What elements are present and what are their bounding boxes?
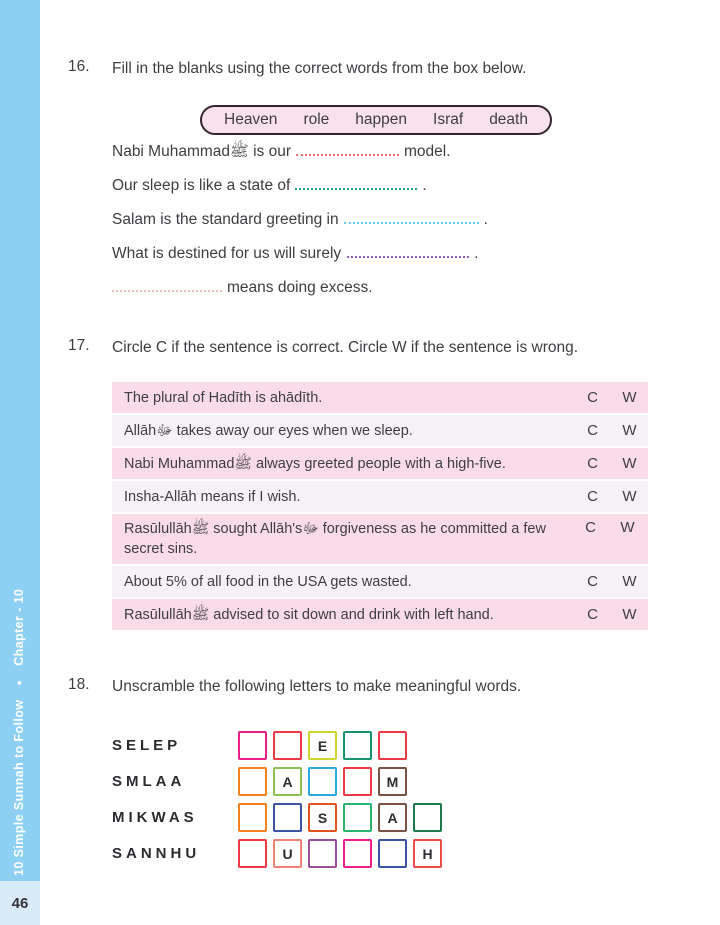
sidebar-chapter-label: Chapter - 10	[12, 588, 26, 666]
correct-wrong-table	[112, 382, 648, 630]
table-row	[112, 481, 648, 512]
letter-box[interactable]	[273, 731, 302, 760]
statement-text: Insha-Allāh means if I wish.	[124, 488, 301, 505]
question-17-instruction: Circle C if the sentence is correct. Circle W if the sentence is wrong.	[112, 339, 579, 356]
letter-box[interactable]: A	[273, 767, 302, 796]
option-wrong[interactable]: W	[622, 606, 637, 623]
word-bank-word: Israf	[433, 111, 464, 128]
question-18-instruction: Unscramble the following letters to make meaningful words.	[112, 678, 522, 695]
question-16-number: 16.	[68, 58, 90, 75]
fill-blank[interactable]	[112, 277, 222, 292]
fill-sentence	[112, 175, 670, 195]
sentence-text: Our sleep is like a state of	[112, 177, 291, 194]
option-correct[interactable]: C	[587, 488, 598, 505]
table-row	[112, 599, 648, 630]
word-bank-box	[200, 105, 552, 135]
option-wrong[interactable]: W	[622, 488, 637, 505]
letter-box[interactable]	[238, 731, 267, 760]
option-correct[interactable]: C	[585, 519, 596, 536]
table-row	[112, 415, 648, 446]
question-16	[68, 58, 670, 297]
letter-box[interactable]	[238, 839, 267, 868]
letter-box[interactable]	[343, 767, 372, 796]
fill-blank[interactable]	[344, 209, 479, 224]
fill-sentence	[112, 277, 670, 297]
letter-box[interactable]	[343, 731, 372, 760]
unscramble-row	[112, 767, 670, 796]
table-row	[112, 448, 648, 479]
letter-box[interactable]	[413, 803, 442, 832]
letter-box[interactable]: S	[308, 803, 337, 832]
page-number-box	[0, 881, 40, 925]
option-correct[interactable]: C	[587, 389, 598, 406]
sentence-text: What is destined for us will surely	[112, 245, 342, 262]
table-row	[112, 382, 648, 413]
sentence-text: .	[474, 245, 479, 262]
statement-text: About 5% of all food in the USA gets wasted.	[124, 573, 412, 590]
sentence-text: .	[483, 211, 488, 228]
word-bank-word: Heaven	[224, 111, 278, 128]
question-17	[68, 337, 670, 630]
letter-box[interactable]: A	[378, 803, 407, 832]
word-bank-word: happen	[355, 111, 408, 128]
table-row	[112, 514, 648, 564]
option-wrong[interactable]: W	[622, 573, 637, 590]
scrambled-word: SANNHU	[112, 845, 201, 862]
letter-box[interactable]	[308, 839, 337, 868]
question-17-number: 17.	[68, 337, 90, 354]
fill-sentence	[112, 141, 670, 161]
letter-box[interactable]	[273, 803, 302, 832]
statement-text: Nabi Muhammadﷺ always greeted people with a high-five.	[124, 455, 506, 472]
page-number: 46	[11, 894, 29, 912]
sentence-text: Salam is the standard greeting in	[112, 211, 339, 228]
sidebar-vertical-text	[12, 589, 26, 876]
option-correct[interactable]: C	[587, 606, 598, 623]
fill-sentence	[112, 243, 670, 263]
table-row	[112, 566, 648, 597]
word-bank-word: role	[303, 111, 330, 128]
worksheet-content	[40, 0, 680, 875]
letter-box[interactable]: E	[308, 731, 337, 760]
letter-box[interactable]	[308, 767, 337, 796]
question-18	[68, 676, 670, 868]
statement-text: Rasūlullāhﷺ sought Allāh'sﷻ forgiveness as he committed a few secret sins.	[124, 521, 546, 557]
letter-box[interactable]	[238, 803, 267, 832]
option-correct[interactable]: C	[587, 455, 598, 472]
option-wrong[interactable]: W	[622, 389, 637, 406]
sidebar-book-title: 10 Simple Sunnah to Follow	[12, 699, 26, 876]
scrambled-word: MIKWAS	[112, 809, 198, 826]
letter-box[interactable]	[343, 803, 372, 832]
sidebar-bullet-icon: ●	[14, 679, 24, 686]
sentence-text: Nabi Muhammadﷺ is our	[112, 143, 291, 160]
scrambled-word: SELEP	[112, 737, 182, 754]
option-wrong[interactable]: W	[622, 422, 637, 439]
letter-box[interactable]	[378, 731, 407, 760]
question-18-number: 18.	[68, 676, 90, 693]
option-correct[interactable]: C	[587, 573, 598, 590]
letter-box[interactable]: H	[413, 839, 442, 868]
sentence-text: means doing excess.	[227, 279, 373, 296]
statement-text: The plural of Hadīth is ahādīth.	[124, 389, 323, 406]
unscramble-section	[112, 731, 670, 868]
option-wrong[interactable]: W	[622, 455, 637, 472]
sentence-text: model.	[403, 143, 451, 160]
unscramble-row	[112, 839, 670, 868]
unscramble-row	[112, 731, 670, 760]
letter-box[interactable]	[343, 839, 372, 868]
statement-text: Allāhﷻ takes away our eyes when we sleep.	[124, 422, 413, 439]
sentence-text: .	[422, 177, 427, 194]
option-correct[interactable]: C	[587, 422, 598, 439]
letter-box[interactable]	[378, 839, 407, 868]
letter-box[interactable]: M	[378, 767, 407, 796]
word-bank-word: death	[489, 111, 528, 128]
scrambled-word: SMLAA	[112, 773, 186, 790]
statement-text: Rasūlullāhﷺ advised to sit down and drink with left hand.	[124, 606, 494, 623]
option-wrong[interactable]: W	[620, 519, 635, 536]
letter-box[interactable]	[238, 767, 267, 796]
fill-sentence	[112, 209, 670, 229]
letter-box[interactable]: U	[273, 839, 302, 868]
unscramble-row	[112, 803, 670, 832]
fill-blank[interactable]	[295, 175, 417, 190]
fill-blank[interactable]	[296, 141, 399, 156]
fill-blank[interactable]	[347, 243, 469, 258]
question-16-instruction: Fill in the blanks using the correct words from the box below.	[112, 60, 527, 77]
